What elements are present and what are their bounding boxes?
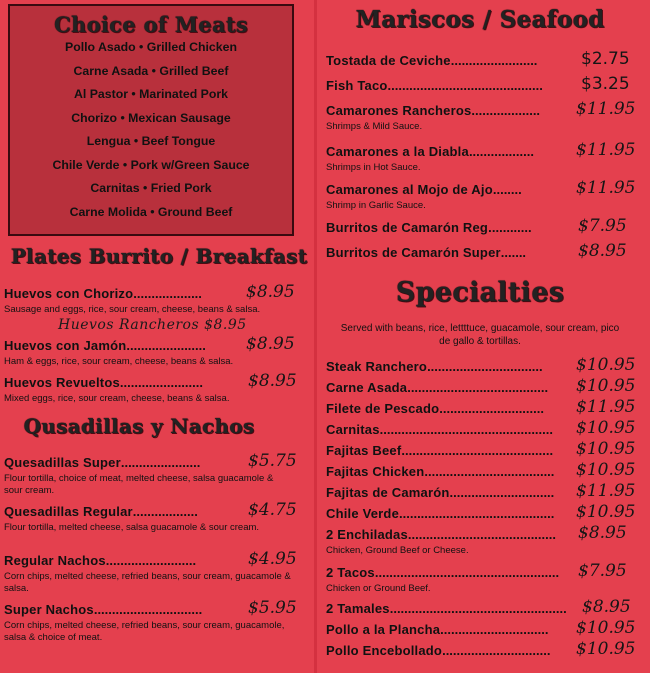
item-price: $8.95 <box>248 371 297 391</box>
item-name: 2 Enchiladas <box>326 527 408 542</box>
item-dots: ................................ <box>427 359 543 374</box>
seafood-section-title: Mariscos / Seafood <box>355 6 605 33</box>
item-price: $11.95 <box>576 481 636 501</box>
item-dots: ....... <box>500 245 527 260</box>
item-dots: ...................... <box>126 338 206 353</box>
item-name: Quesadillas Super <box>4 455 121 470</box>
menu-item <box>326 460 644 482</box>
menu-item <box>326 502 644 524</box>
item-dots: ........................ <box>450 53 538 68</box>
meat-line: Carne Molida • Ground Beef <box>69 204 233 219</box>
menu-item <box>326 597 644 619</box>
item-name: Camarones al Mojo de Ajo <box>326 182 493 197</box>
specialties-section-title: Specialties <box>395 277 565 308</box>
item-price: $11.95 <box>576 140 636 160</box>
item-dots: ........... <box>491 220 532 235</box>
item-name: Burritos de Camarón Super <box>326 245 501 260</box>
item-price: $7.95 <box>578 561 627 581</box>
item-description: Shrimp in Garlic Sauce. <box>326 200 426 211</box>
meat-list <box>10 36 292 224</box>
item-description: Mixed eggs, rice, sour cream, cheese, beans & salsa. <box>4 393 230 404</box>
item-price: $10.95 <box>576 376 636 396</box>
item-name: Camarones a la Diabla <box>326 144 469 159</box>
item-description: Sausage and eggs, rice, sour cream, cheese, beans & salsa. <box>4 304 261 315</box>
item-dots: .................. <box>132 504 198 519</box>
item-name: Pollo a la Plancha <box>326 622 441 637</box>
item-name: Huevos Revueltos <box>4 375 120 390</box>
quesadillas-section-title: Qusadillas y Nachos <box>23 414 255 438</box>
menu-item <box>326 178 644 212</box>
item-description: Ham & eggs, rice, sour cream, cheese, beans & salsa. <box>4 356 234 367</box>
item-price: $7.95 <box>578 216 627 236</box>
item-name: Tostada de Ceviche <box>326 53 451 68</box>
item-name: Fajitas Beef <box>326 443 402 458</box>
menu-item <box>4 371 304 405</box>
item-price: $3.25 <box>581 74 630 94</box>
meat-line: Chorizo • Mexican Sausage <box>71 110 231 125</box>
left-column <box>4 0 314 673</box>
menu-item <box>4 451 304 497</box>
menu-item <box>4 598 304 644</box>
meat-line: Al Pastor • Marinated Pork <box>74 87 228 101</box>
item-price: $4.95 <box>248 549 297 569</box>
menu-item <box>4 549 304 595</box>
item-price: $11.95 <box>576 178 636 198</box>
item-name: Super Nachos <box>4 602 94 617</box>
meat-line: Carne Asada • Grilled Beef <box>73 63 229 78</box>
column-divider <box>314 0 317 673</box>
item-price: $2.75 <box>581 49 630 69</box>
item-description: Shrimps in Hot Sauce. <box>326 162 421 173</box>
specialties-intro: Served with beans, rice, lettttuce, guacamole, sour cream, pico de gallo & tortillas. <box>340 323 620 347</box>
item-dots: ......................................... <box>407 527 556 542</box>
item-dots: .............................. <box>93 602 203 617</box>
item-name: Steak Ranchero <box>326 359 428 374</box>
menu-item <box>326 355 644 377</box>
item-price: $10.95 <box>576 418 636 438</box>
menu-item <box>326 241 644 263</box>
meat-line: Carnitas • Fried Pork <box>90 181 212 195</box>
item-dots: ................... <box>471 103 541 118</box>
item-name: Fish Taco <box>326 78 388 93</box>
item-name: Chile Verde <box>326 506 400 521</box>
item-description: Flour tortilla, melted cheese, salsa guacamole & sour cream. <box>4 522 260 533</box>
menu-item <box>326 481 644 503</box>
item-price: $5.75 <box>248 451 297 471</box>
menu-item <box>326 49 644 71</box>
item-price: $10.95 <box>576 355 636 375</box>
item-name: Fajitas Chicken <box>326 464 425 479</box>
item-dots: ........................................... <box>399 506 555 521</box>
item-dots: ............................. <box>439 401 544 416</box>
item-dots: .............................. <box>440 622 549 637</box>
item-name: 2 Tamales <box>326 601 390 616</box>
item-price: $10.95 <box>576 502 636 522</box>
item-description: Flour tortilla, choice of meat, melted cheese, salsa guacamole & sour cream. <box>4 473 274 496</box>
item-name: Carnitas <box>326 422 380 437</box>
item-name: Carne Asada <box>326 380 408 395</box>
item-price: $10.95 <box>576 639 636 659</box>
item-price: $10.95 <box>576 439 636 459</box>
item-dots: ................... <box>133 286 202 301</box>
menu-item <box>326 74 644 96</box>
item-dots: ................................................ <box>379 422 553 437</box>
item-dots: ........ <box>492 182 522 197</box>
item-price: $11.95 <box>576 99 636 119</box>
menu-item <box>326 639 644 661</box>
item-price: $8.95 <box>582 597 631 617</box>
item-description: Shrimps & Mild Sauce. <box>326 121 423 132</box>
item-name: Pollo Encebollado <box>326 643 443 658</box>
handwritten-note: Huevos Rancheros $8.95 <box>58 317 247 333</box>
item-price: $10.95 <box>576 618 636 638</box>
meat-line: Lengua • Beef Tongue <box>86 134 216 148</box>
item-name: Burritos de Camarón Reg. <box>326 220 492 235</box>
item-dots: .................. <box>468 144 534 159</box>
menu-item <box>326 418 644 440</box>
item-dots: .............................. <box>442 643 551 658</box>
menu-item <box>326 99 644 133</box>
meat-line: Chile Verde • Pork w/Green Sauce <box>52 157 250 172</box>
item-dots: ......................... <box>105 553 197 568</box>
menu-item <box>326 523 644 557</box>
item-name: Camarones Rancheros <box>326 103 472 118</box>
menu-item <box>326 140 644 174</box>
menu-item <box>326 439 644 461</box>
menu-item <box>326 618 644 640</box>
item-name: Huevos con Jamón <box>4 338 127 353</box>
choice-of-meats-box <box>8 4 294 236</box>
item-dots: ...................... <box>120 455 201 470</box>
item-price: $4.75 <box>248 500 297 520</box>
item-price: $8.95 <box>246 334 295 354</box>
item-dots: ........................................... <box>387 78 543 93</box>
item-price: $8.95 <box>578 523 627 543</box>
item-name: 2 Tacos <box>326 565 375 580</box>
meat-line: Pollo Asado • Grilled Chicken <box>65 40 237 54</box>
item-dots: ....................................... <box>407 380 549 395</box>
menu-item <box>4 500 304 534</box>
menu-item <box>326 216 644 238</box>
item-dots: .................................... <box>424 464 555 479</box>
item-dots: ............................. <box>449 485 555 500</box>
item-description: Corn chips, melted cheese, refried beans, sour cream, guacamole & salsa. <box>4 571 291 594</box>
item-description: Chicken or Ground Beef. <box>326 583 431 594</box>
menu-item <box>4 282 304 316</box>
menu-item <box>326 397 644 419</box>
item-name: Quesadillas Regular <box>4 504 133 519</box>
item-price: $5.95 <box>248 598 297 618</box>
item-dots: ................................................... <box>374 565 560 580</box>
plates-section-title: Plates Burrito / Breakfast <box>10 244 308 268</box>
menu-item <box>326 376 644 398</box>
right-column <box>320 0 648 673</box>
menu-item <box>326 561 644 595</box>
item-price: $8.95 <box>578 241 627 261</box>
item-price: $11.95 <box>576 397 636 417</box>
item-price: $10.95 <box>576 460 636 480</box>
item-name: Regular Nachos <box>4 553 106 568</box>
item-price: $8.95 <box>246 282 295 302</box>
item-dots: .......................................... <box>401 443 554 458</box>
item-name: Filete de Pescado <box>326 401 440 416</box>
item-dots: ....................... <box>119 375 203 390</box>
choice-of-meats-title: Choice of Meats <box>53 12 248 37</box>
item-description: Chicken, Ground Beef or Cheese. <box>326 545 469 556</box>
item-dots: ................................................. <box>389 601 567 616</box>
item-name: Huevos con Chorizo <box>4 286 134 301</box>
menu-item <box>4 334 304 368</box>
item-description: Corn chips, melted cheese, refried beans, sour cream, guacamole, salsa & choice of meat. <box>4 620 285 643</box>
item-name: Fajitas de Camarón <box>326 485 450 500</box>
